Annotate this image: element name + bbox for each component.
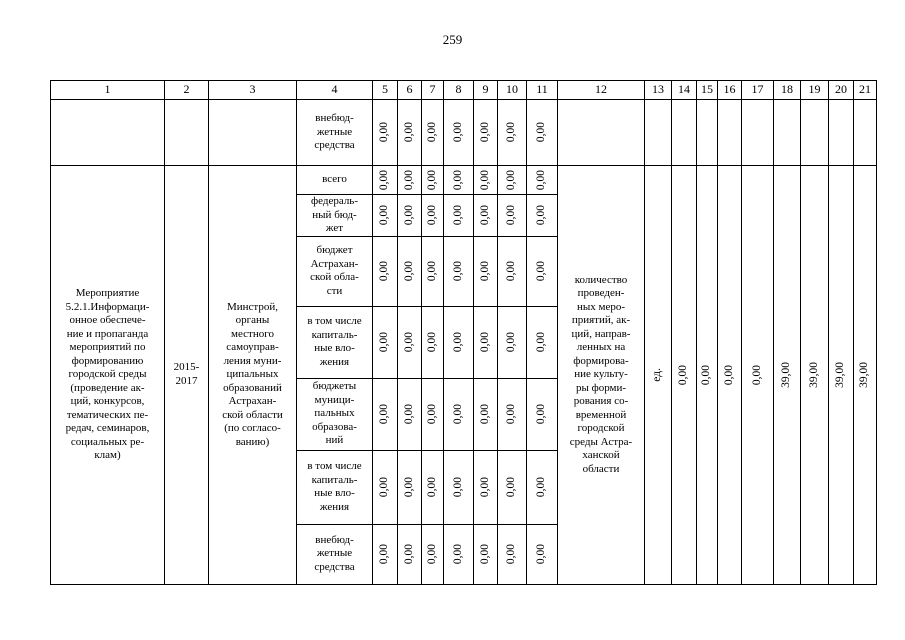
value-cell-text: 0,00 xyxy=(378,205,391,226)
value-cell xyxy=(422,166,444,195)
value-cell xyxy=(474,524,498,584)
value-cell-text: 0,00 xyxy=(378,122,391,143)
value-cell-text: 0,00 xyxy=(451,122,464,143)
value-cell-text: 0,00 xyxy=(478,543,491,565)
header-col-18: 18 xyxy=(774,81,801,100)
indicator-value-text: 0,00 xyxy=(700,364,713,385)
value-cell xyxy=(474,450,498,524)
value-cell xyxy=(444,100,474,166)
indicator-value-text: 39,00 xyxy=(858,361,871,388)
measure-executor: Минстрой, органы местного самоуправ- ления муни- ципальных образований Астрахан- ской области (по согласо- ванию) xyxy=(209,166,297,585)
indicator-value-text: 39,00 xyxy=(780,361,793,388)
header-col-11: 11 xyxy=(527,81,558,100)
value-cell xyxy=(444,236,474,306)
value-cell-text: 0,00 xyxy=(451,476,464,498)
indicator-value-text: 0,00 xyxy=(677,364,690,385)
value-cell xyxy=(398,524,422,584)
source-cell: бюджет Астрахан- ской обла- сти xyxy=(297,236,373,306)
value-cell-text: 0,00 xyxy=(425,476,438,498)
value-cell-text: 0,00 xyxy=(425,403,438,425)
header-col-15: 15 xyxy=(697,81,718,100)
value-cell-text: 0,00 xyxy=(425,169,438,191)
value-cell xyxy=(373,306,398,378)
value-cell-text: 0,00 xyxy=(451,543,464,565)
value-cell-text: 0,00 xyxy=(378,331,391,353)
indicator-name: количество проведен- ных меро- приятий, ак- ций, направ- ленных на формирова- ние культу- ры форми- рования со- временной городской среды Астра- ханской области xyxy=(558,166,645,585)
empty-cell xyxy=(742,100,774,166)
value-cell xyxy=(398,195,422,237)
indicator-value xyxy=(672,166,697,585)
value-cell-text: 0,00 xyxy=(478,403,491,425)
value-cell-text: 0,00 xyxy=(451,403,464,425)
value-cell-text: 0,00 xyxy=(425,122,438,143)
program-table xyxy=(50,80,877,585)
value-cell-text: 0,00 xyxy=(378,169,391,191)
value-cell xyxy=(422,195,444,237)
header-col-12: 12 xyxy=(558,81,645,100)
value-cell xyxy=(527,306,558,378)
empty-cell xyxy=(672,100,697,166)
indicator-value xyxy=(697,166,718,585)
indicator-value xyxy=(854,166,877,585)
indicator-unit-text: ед. xyxy=(651,367,664,382)
value-cell-text: 0,00 xyxy=(505,169,518,191)
value-cell xyxy=(373,236,398,306)
value-cell-text: 0,00 xyxy=(535,543,548,565)
value-cell-text: 0,00 xyxy=(425,543,438,565)
value-cell xyxy=(373,195,398,237)
header-col-21: 21 xyxy=(854,81,877,100)
page-number: 259 xyxy=(442,32,463,47)
value-cell xyxy=(498,166,527,195)
value-cell-text: 0,00 xyxy=(505,122,518,143)
empty-cell xyxy=(774,100,801,166)
header-col-16: 16 xyxy=(718,81,742,100)
period-cont xyxy=(165,100,209,166)
indicator-value-text: 39,00 xyxy=(834,361,847,388)
value-cell xyxy=(444,450,474,524)
indicator-value xyxy=(742,166,774,585)
header-col-14: 14 xyxy=(672,81,697,100)
value-cell xyxy=(422,306,444,378)
value-cell-text: 0,00 xyxy=(425,331,438,353)
value-cell xyxy=(498,524,527,584)
value-cell xyxy=(527,378,558,450)
value-cell-text: 0,00 xyxy=(505,331,518,353)
value-cell-text: 0,00 xyxy=(478,122,491,143)
header-col-8: 8 xyxy=(444,81,474,100)
value-cell-text: 0,00 xyxy=(402,205,415,226)
value-cell-text: 0,00 xyxy=(451,205,464,226)
indicator-value-text: 0,00 xyxy=(750,364,763,385)
value-cell-text: 0,00 xyxy=(505,205,518,226)
value-cell-text: 0,00 xyxy=(478,476,491,498)
header-col-2: 2 xyxy=(165,81,209,100)
value-cell-text: 0,00 xyxy=(505,403,518,425)
value-cell xyxy=(474,236,498,306)
value-cell xyxy=(474,166,498,195)
value-cell xyxy=(527,100,558,166)
header-col-9: 9 xyxy=(474,81,498,100)
source-cell: всего xyxy=(297,166,373,195)
value-cell xyxy=(422,100,444,166)
measure-period: 2015- 2017 xyxy=(165,166,209,585)
header-col-7: 7 xyxy=(422,81,444,100)
value-cell-text: 0,00 xyxy=(425,205,438,226)
value-cell-text: 0,00 xyxy=(451,169,464,191)
value-cell xyxy=(444,306,474,378)
value-cell xyxy=(398,378,422,450)
value-cell xyxy=(373,166,398,195)
value-cell-text: 0,00 xyxy=(402,403,415,425)
value-cell xyxy=(474,100,498,166)
header-col-13: 13 xyxy=(645,81,672,100)
value-cell xyxy=(422,524,444,584)
header-col-20: 20 xyxy=(829,81,854,100)
value-cell-text: 0,00 xyxy=(451,260,464,282)
value-cell-text: 0,00 xyxy=(478,260,491,282)
value-cell xyxy=(398,166,422,195)
value-cell xyxy=(444,524,474,584)
header-col-5: 5 xyxy=(373,81,398,100)
empty-cell xyxy=(829,100,854,166)
value-cell-text: 0,00 xyxy=(478,169,491,191)
value-cell xyxy=(474,306,498,378)
value-cell-text: 0,00 xyxy=(535,331,548,353)
value-cell-text: 0,00 xyxy=(478,205,491,226)
value-cell-text: 0,00 xyxy=(505,543,518,565)
indicator-value xyxy=(718,166,742,585)
value-cell xyxy=(444,166,474,195)
value-cell xyxy=(527,450,558,524)
value-cell xyxy=(498,236,527,306)
value-cell xyxy=(474,378,498,450)
indicator-value-text: 39,00 xyxy=(807,361,820,388)
header-col-10: 10 xyxy=(498,81,527,100)
value-cell xyxy=(373,524,398,584)
value-cell xyxy=(398,236,422,306)
value-cell-text: 0,00 xyxy=(378,476,391,498)
source-cell: бюджеты муници- пальных образова- ний xyxy=(297,378,373,450)
value-cell xyxy=(498,378,527,450)
value-cell-text: 0,00 xyxy=(535,122,548,143)
value-cell-text: 0,00 xyxy=(402,122,415,143)
value-cell xyxy=(398,450,422,524)
empty-cell xyxy=(718,100,742,166)
value-cell xyxy=(498,195,527,237)
value-cell xyxy=(498,450,527,524)
source-cell: внебюд- жетные средства xyxy=(297,100,373,166)
value-cell xyxy=(373,100,398,166)
value-cell-text: 0,00 xyxy=(402,260,415,282)
value-cell-text: 0,00 xyxy=(535,476,548,498)
value-cell xyxy=(527,195,558,237)
value-cell-text: 0,00 xyxy=(535,205,548,226)
value-cell-text: 0,00 xyxy=(402,331,415,353)
value-cell-text: 0,00 xyxy=(402,476,415,498)
indicator-value xyxy=(801,166,829,585)
value-cell xyxy=(527,524,558,584)
indicator-unit xyxy=(645,166,672,585)
value-cell xyxy=(498,100,527,166)
value-cell-text: 0,00 xyxy=(478,331,491,353)
value-cell-text: 0,00 xyxy=(535,403,548,425)
value-cell xyxy=(527,236,558,306)
header-col-4: 4 xyxy=(297,81,373,100)
source-cell: в том числе капиталь- ные вло- жения xyxy=(297,306,373,378)
value-cell xyxy=(474,195,498,237)
indicator-value xyxy=(774,166,801,585)
executor-cont xyxy=(209,100,297,166)
header-col-17: 17 xyxy=(742,81,774,100)
measure-name: Мероприятие 5.2.1.Информаци- онное обеспече- ние и пропаганда мероприятий по формированию городской среды (проведение ак- ций, конкурсов, тематических пе- редач, семинаров, социальных ре- клам) xyxy=(51,166,165,585)
value-cell-text: 0,00 xyxy=(505,260,518,282)
value-cell xyxy=(444,378,474,450)
source-cell: внебюд- жетные средства xyxy=(297,524,373,584)
empty-cell xyxy=(645,100,672,166)
value-cell xyxy=(398,100,422,166)
empty-cell xyxy=(558,100,645,166)
value-cell-text: 0,00 xyxy=(535,260,548,282)
indicator-value-text: 0,00 xyxy=(722,364,735,385)
value-cell-text: 0,00 xyxy=(505,476,518,498)
header-col-1: 1 xyxy=(51,81,165,100)
value-cell-text: 0,00 xyxy=(378,543,391,565)
value-cell xyxy=(373,378,398,450)
value-cell-text: 0,00 xyxy=(402,543,415,565)
value-cell xyxy=(527,166,558,195)
value-cell-text: 0,00 xyxy=(402,169,415,191)
value-cell-text: 0,00 xyxy=(425,260,438,282)
header-col-3: 3 xyxy=(209,81,297,100)
value-cell-text: 0,00 xyxy=(451,331,464,353)
source-cell: федераль- ный бюд- жет xyxy=(297,195,373,237)
indicator-value xyxy=(829,166,854,585)
empty-cell xyxy=(854,100,877,166)
value-cell-text: 0,00 xyxy=(535,169,548,191)
measure-name-cont xyxy=(51,100,165,166)
value-cell xyxy=(422,378,444,450)
value-cell xyxy=(373,450,398,524)
value-cell xyxy=(422,236,444,306)
value-cell-text: 0,00 xyxy=(378,403,391,425)
source-cell: в том числе капиталь- ные вло- жения xyxy=(297,450,373,524)
empty-cell xyxy=(801,100,829,166)
value-cell xyxy=(422,450,444,524)
value-cell xyxy=(444,195,474,237)
empty-cell xyxy=(697,100,718,166)
header-col-19: 19 xyxy=(801,81,829,100)
value-cell xyxy=(398,306,422,378)
header-col-6: 6 xyxy=(398,81,422,100)
value-cell-text: 0,00 xyxy=(378,260,391,282)
value-cell xyxy=(498,306,527,378)
